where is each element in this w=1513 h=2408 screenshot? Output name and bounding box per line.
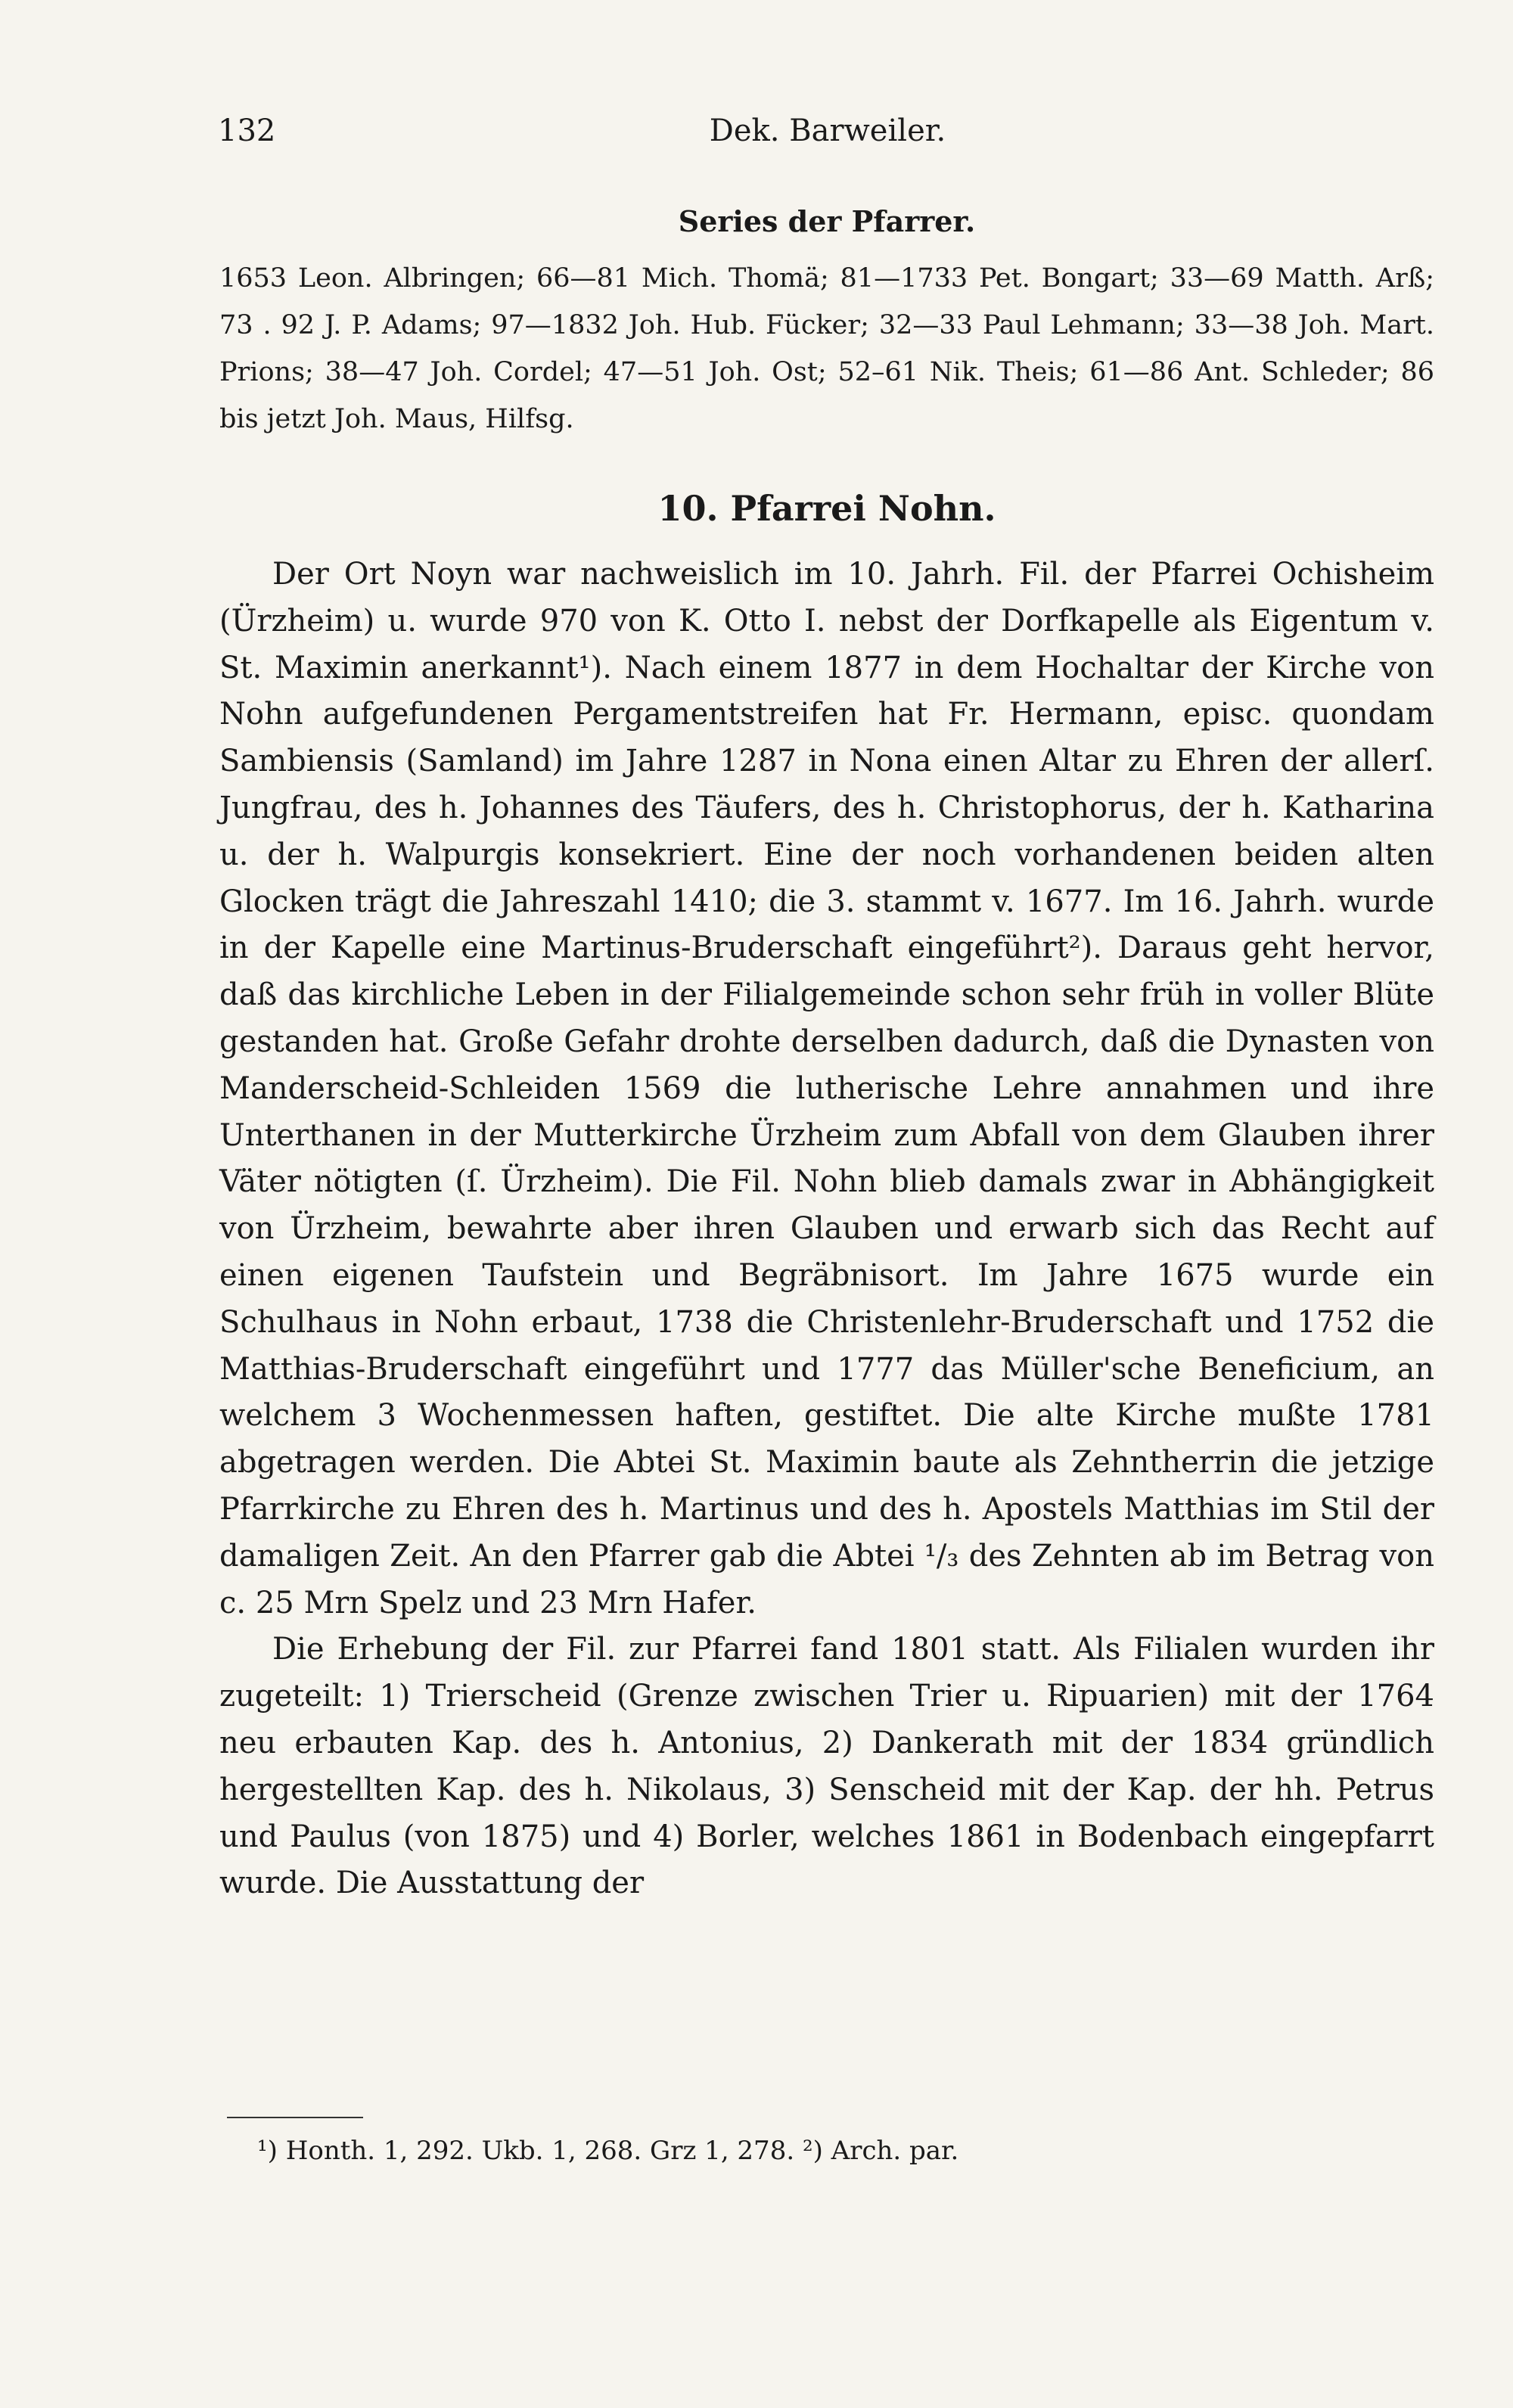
chapter-title: 10. Pfarrei Nohn. bbox=[657, 488, 996, 529]
pastors-heading: Series der Pfarrer. bbox=[678, 204, 976, 238]
paragraph-history: Der Ort Noyn war nachweislich im 10. Jahrh. Fil. der Pfarrei Ochisheim (Ürzheim) u. wurde 970 von K. Otto I. nebst der Dorfkapelle als Eigentum v. St. Maximin anerkannt¹). Nach einem 1877 in dem Hochaltar der Kirche von Nohn aufgefundenen Pergamentstreifen hat Fr. Hermann, episc. quondam Sambiensis (Samland) im Jahre 1287 in Nona einen Altar zu Ehren der allerſ. Jungfrau, des h. Johannes des Täufers, des h. Christophorus, der h. Katharina u. der h. Walpurgis konsekriert. Eine der noch vorhandenen beiden alten Glocken trägt die Jahreszahl 1410; die 3. stammt v. 1677. Im 16. Jahrh. wurde in der Kapelle eine Martinus-Bruderschaft eingeführt²). Daraus geht hervor, daß das kirchliche Leben in der Filialgemeinde schon sehr früh in voller Blüte gestanden hat. Große Gefahr drohte derselben dadurch, daß die Dynasten von Manderscheid-Schleiden 1569 die lutherische Lehre annahmen und ihre Unterthanen in der Mutterkirche Ürzheim zum Abfall von dem Glauben ihrer Väter nötigten (ſ. Ürzheim). Die Fil. Nohn blieb damals zwar in Abhängigkeit von Ürzheim, bewahrte aber ihren Glauben und erwarb sich das Recht auf einen eigenen Taufstein und Begräbnisort. Im Jahre 1675 wurde ein Schulhaus in Nohn erbaut, 1738 die Christenlehr-Bruderschaft und 1752 die Matthias-Bruderschaft eingeführt und 1777 das Müller'sche Beneficium, an welchem 3 Wochenmessen haften, gestiftet. Die alte Kirche mußte 1781 abgetragen werden. Die Abtei St. Maximin baute als Zehntherrin die jetzige Pfarrkirche zu Ehren des h. Martinus und des h. Apostels Matthias im Stil der damaligen Zeit. An den Pfarrer gab die Abtei ¹/₃ des Zehnten ab im Betrag von c. 25 Mrn Spelz und 23 Mrn Hafer. bbox=[219, 557, 1434, 1620]
pastors-list: 1653 Leon. Albringen; 66—81 Mich. Thomä; 81—1733 Pet. Bongart; 33—69 Matth. Arß; 73 . 92 J. P. Adams; 97—1832 Joh. Hub. Fücker; 32—33 Paul Lehmann; 33—38 Joh. Mart. Prions; 38—47 Joh. Cordel; 47—51 Joh. Ost; 52–61 Nik. Theis; 61—86 Ant. Schleder; 86 bis jetzt Joh. Maus, Hilfsg. bbox=[219, 263, 1434, 434]
footnotes: ¹) Honth. 1, 292. Ukb. 1, 268. Grz 1, 278. ²) Arch. par. bbox=[257, 2136, 959, 2166]
page-number: 132 bbox=[218, 113, 276, 148]
running-title: Dek. Barweiler. bbox=[709, 113, 946, 148]
page-header bbox=[218, 113, 1437, 159]
footnote-separator bbox=[227, 2117, 363, 2118]
paragraph-parish-erection: Die Erhebung der Fil. zur Pfarrei fand 1801 statt. Als Filialen wurden ihr zugeteilt: 1) Trierscheid (Grenze zwischen Trier u. Ripuarien) mit der 1764 neu erbauten Kap. des h. Antonius, 2) Dankerath mit der 1834 gründlich hergestellten Kap. des h. Nikolaus, 3) Senscheid mit der Kap. der hh. Petrus und Paulus (von 1875) und 4) Borler, welches 1861 in Bodenbach eingepfarrt wurde. Die Ausstattung der bbox=[219, 1632, 1434, 1901]
page-body bbox=[219, 204, 1434, 1907]
